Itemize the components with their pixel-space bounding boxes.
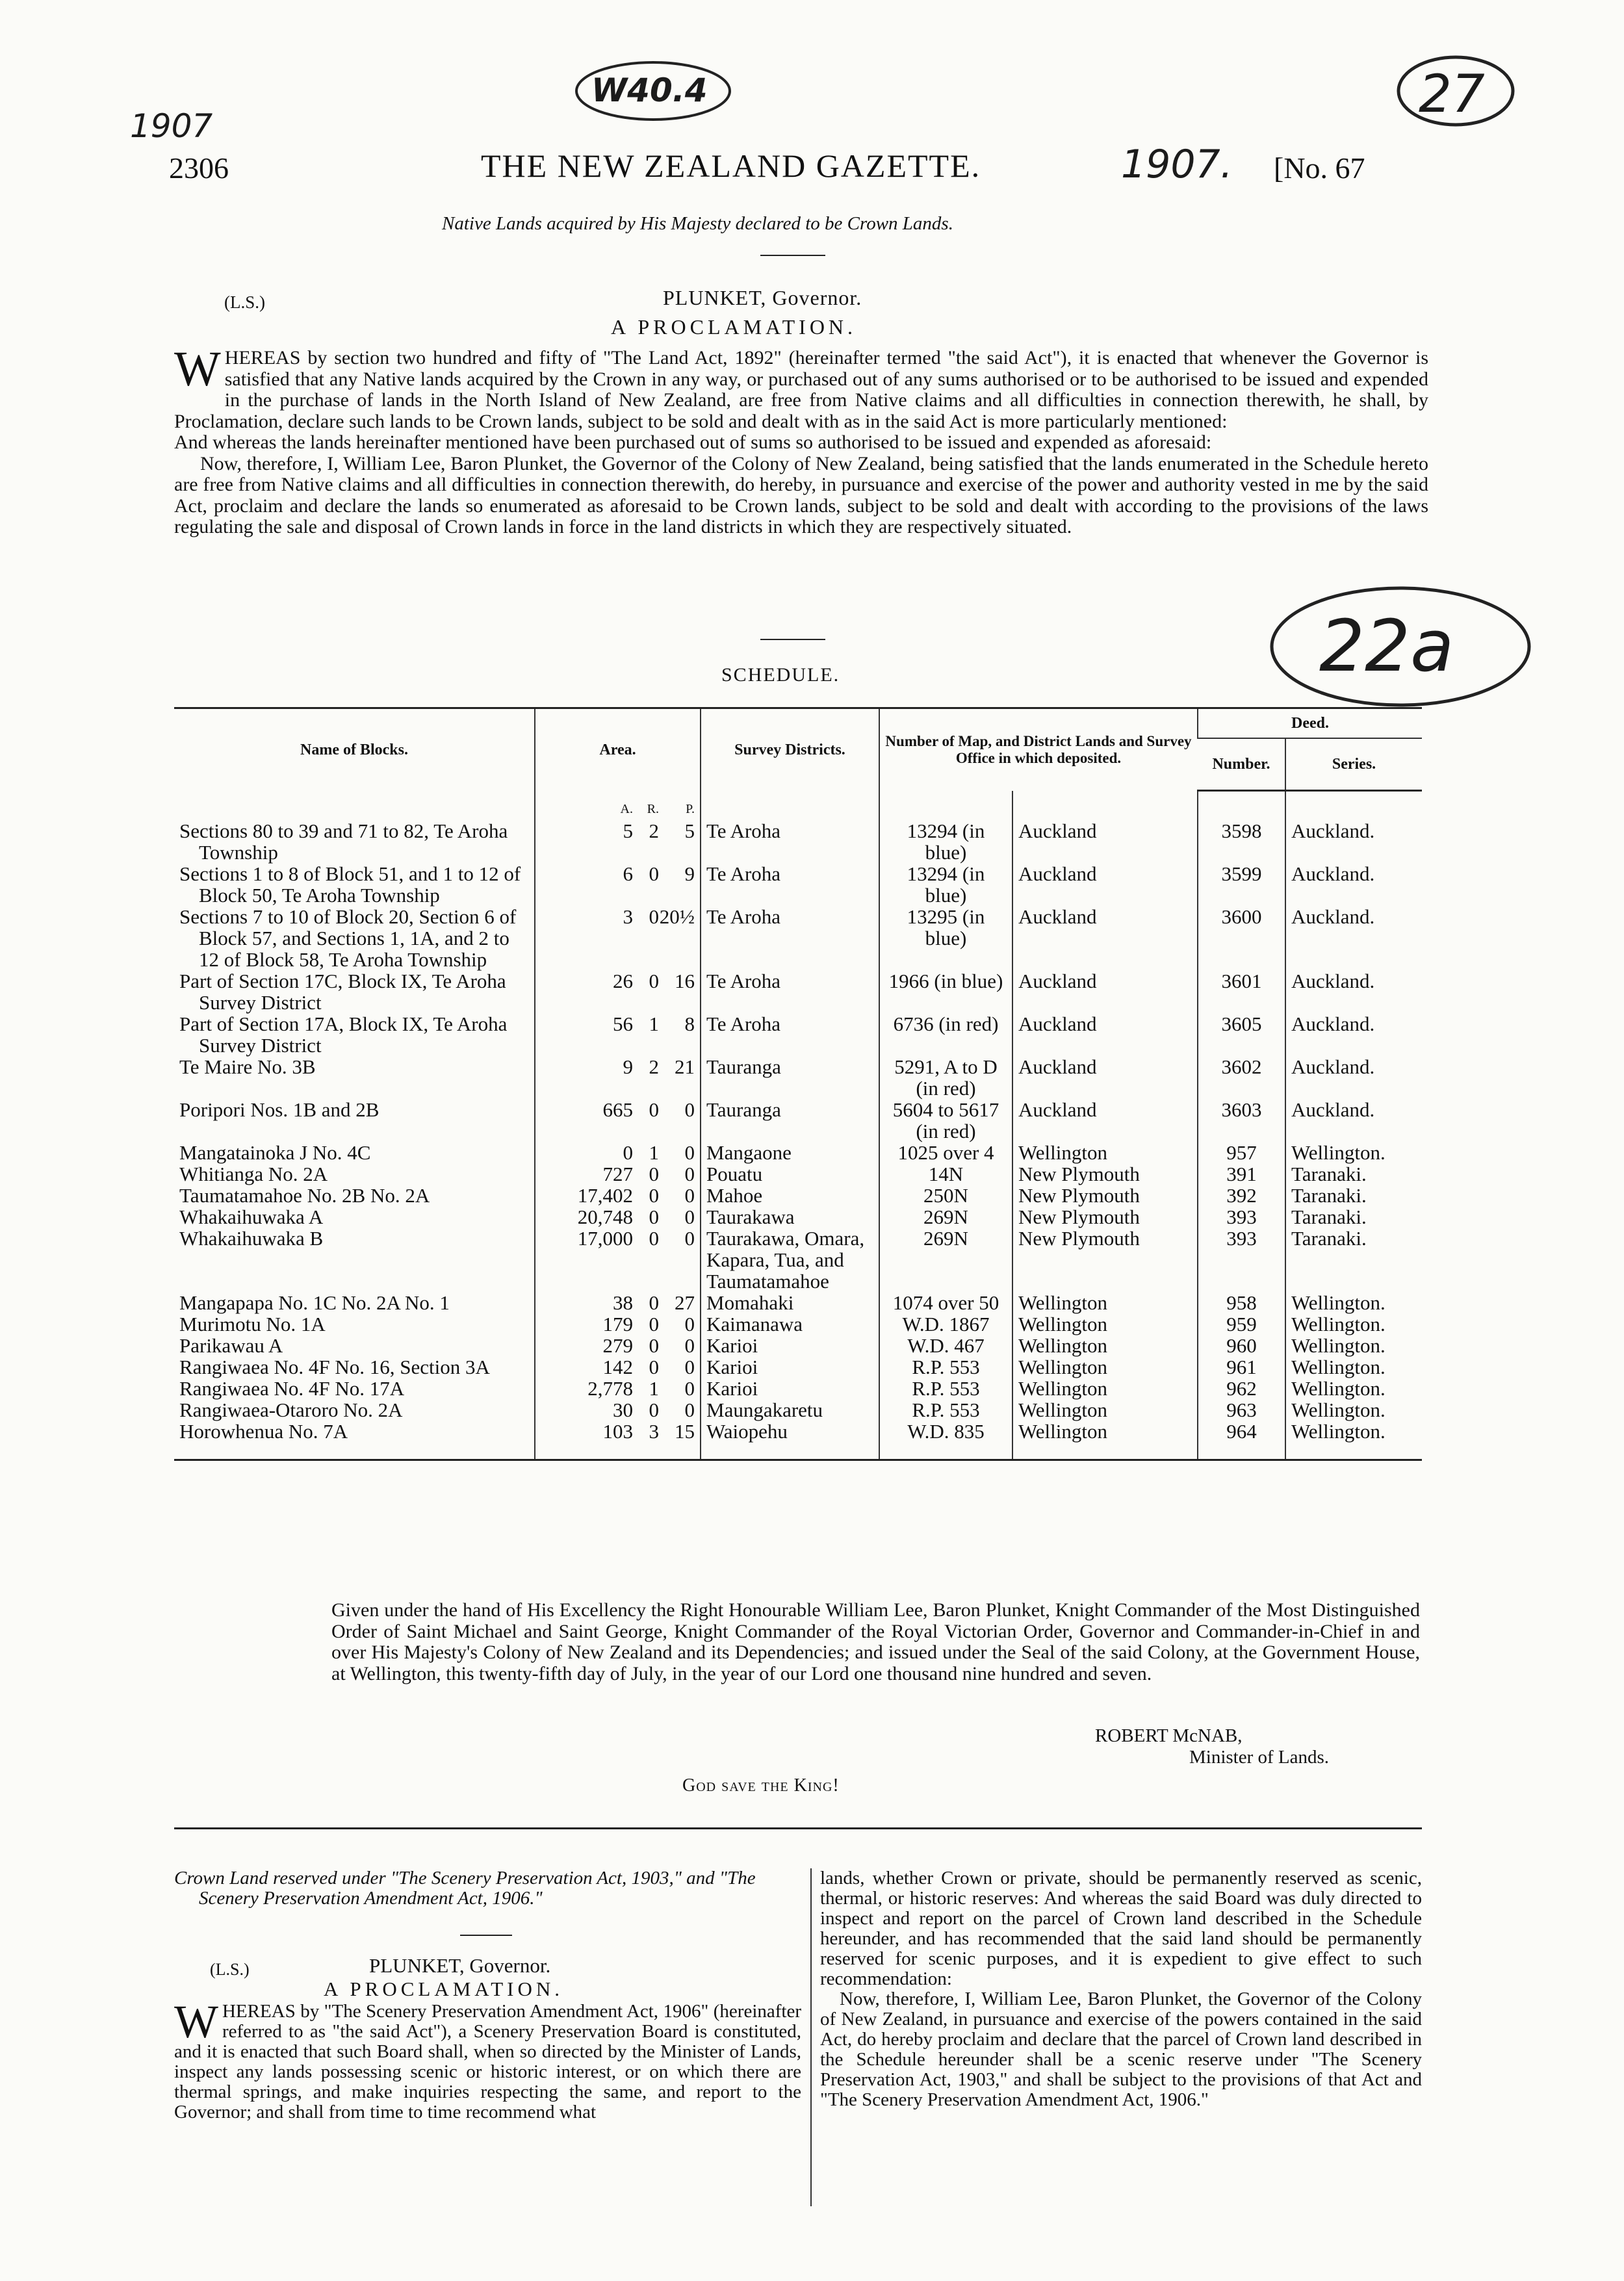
area xyxy=(535,906,701,970)
divider xyxy=(460,1935,512,1936)
area-perches: 15 xyxy=(675,1419,695,1443)
block-name: Poripori Nos. 1B and 2B xyxy=(179,1098,380,1121)
land-office: New Plymouth xyxy=(1012,1228,1198,1292)
area-roods: 0 xyxy=(649,1291,659,1314)
notice2-proclamation: A PROCLAMATION. xyxy=(324,1978,564,2000)
notice1-governor: PLUNKET, Governor. xyxy=(663,286,862,309)
area-roods: 0 xyxy=(649,1334,659,1357)
notice1-proclamation: A PROCLAMATION. xyxy=(611,315,857,339)
map-number: 269N xyxy=(879,1228,1012,1292)
schedule-heading: SCHEDULE. xyxy=(721,664,840,686)
area-roods: 0 xyxy=(649,1226,659,1250)
table-row xyxy=(174,863,1422,906)
table-row xyxy=(174,1356,1422,1378)
map-number: 13295 (in blue) xyxy=(879,906,1012,970)
schedule-body xyxy=(174,791,1422,1460)
divider xyxy=(760,639,825,640)
deed-number: 392 xyxy=(1198,1185,1285,1206)
column-divider xyxy=(810,1868,812,2206)
land-office: Auckland xyxy=(1012,906,1198,970)
survey-district: Momahaki xyxy=(701,1292,879,1313)
land-office: Wellington xyxy=(1012,1292,1198,1313)
year-handwritten: 1907. xyxy=(1121,142,1233,187)
deed-series: Wellington. xyxy=(1285,1335,1422,1356)
deed-series: Taranaki. xyxy=(1285,1228,1422,1292)
circled-number-annotation xyxy=(1394,52,1517,130)
survey-district: Waiopehu xyxy=(701,1421,879,1460)
block-name: Horowhenua No. 7A xyxy=(174,1421,535,1460)
survey-district: Pouatu xyxy=(701,1163,879,1185)
survey-district: Tauranga xyxy=(701,1056,879,1099)
table-row xyxy=(174,1142,1422,1163)
table-row xyxy=(174,1335,1422,1356)
deed-series: Taranaki. xyxy=(1285,1163,1422,1185)
area-perches: 21 xyxy=(675,1055,695,1078)
deed-number: 964 xyxy=(1198,1421,1285,1460)
land-office: Auckland xyxy=(1012,1056,1198,1099)
area-roods: 1 xyxy=(649,1140,659,1164)
notice2-col2-para2: Now, therefore, I, William Lee, Baron Plunket, the Governor of the Colony of New Zealand, in pursuance and exercise of the powers contained in the said Act, do hereby proclaim and declare that the parcel of Crown land described in the Schedule hereunder shall be a scenic reserve under "The Scenery Preservation Act, 1903," and shall be subject to the provisions of that Act and "The Scenery Preservation Amendment Act, 1906." xyxy=(820,1989,1422,2110)
deed-series: Wellington. xyxy=(1285,1399,1422,1421)
land-office: New Plymouth xyxy=(1012,1206,1198,1228)
map-number: W.D. 1867 xyxy=(879,1313,1012,1335)
deed-series: Taranaki. xyxy=(1285,1185,1422,1206)
area-perches: 8 xyxy=(684,1012,695,1035)
survey-district: Taurakawa xyxy=(701,1206,879,1228)
block-name: Part of Section 17A, Block IX, Te Aroha Survey District xyxy=(179,1012,508,1057)
area xyxy=(535,1313,701,1335)
deed-number: 961 xyxy=(1198,1356,1285,1378)
land-office: Wellington xyxy=(1012,1142,1198,1163)
deed-series: Taranaki. xyxy=(1285,1206,1422,1228)
map-number: 13294 (in blue) xyxy=(879,820,1012,863)
area-acres: 20,748 xyxy=(577,1205,633,1228)
deed-number: 959 xyxy=(1198,1313,1285,1335)
code-annotation xyxy=(572,58,708,109)
drop-cap: W xyxy=(174,1996,218,2048)
divider xyxy=(760,255,825,256)
land-office: Wellington xyxy=(1012,1335,1198,1356)
area-acres: 103 xyxy=(602,1419,633,1443)
survey-district: Te Aroha xyxy=(701,820,879,863)
area xyxy=(535,863,701,906)
map-number: 5604 to 5617 (in red) xyxy=(879,1099,1012,1142)
table-row xyxy=(174,1292,1422,1313)
drop-cap: W xyxy=(174,342,221,396)
table-row xyxy=(174,1378,1422,1399)
table-row xyxy=(174,1185,1422,1206)
area-acres: 17,000 xyxy=(577,1226,633,1250)
unit-perches: P. xyxy=(686,801,695,816)
gazette-title: THE NEW ZEALAND GAZETTE. xyxy=(481,148,981,184)
deed-number: 958 xyxy=(1198,1292,1285,1313)
survey-district: Karioi xyxy=(701,1378,879,1399)
land-office: Wellington xyxy=(1012,1313,1198,1335)
col-map: Number of Map, and District Lands and Survey Office in which deposited. xyxy=(879,708,1198,791)
area xyxy=(535,820,701,863)
block-name: Whitianga No. 2A xyxy=(179,1162,328,1185)
area-roods: 0 xyxy=(649,1355,659,1378)
area xyxy=(535,1185,701,1206)
area-acres: 2,778 xyxy=(587,1376,633,1400)
survey-district: Kaimanawa xyxy=(701,1313,879,1335)
table-row xyxy=(174,906,1422,970)
area xyxy=(535,1378,701,1399)
block-name: Taumatamahoe No. 2B No. 2A xyxy=(179,1183,430,1207)
notice2-column-1 xyxy=(174,1868,801,2122)
signatory-title: Minister of Lands. xyxy=(1189,1747,1330,1768)
notice2-subtitle: Crown Land reserved under "The Scenery Preservation Act, 1903," and "The Scenery Preservation Amendment Act, 1906." xyxy=(174,1868,756,1909)
block-name: Mangatainoka J No. 4C xyxy=(179,1140,371,1164)
deed-series: Auckland. xyxy=(1285,906,1422,970)
area-perches: 0 xyxy=(684,1162,695,1185)
map-number: 1966 (in blue) xyxy=(879,970,1012,1013)
notice1-para1 xyxy=(174,342,1428,432)
land-office: Auckland xyxy=(1012,970,1198,1013)
area-acres: 56 xyxy=(613,1012,633,1035)
block-name: Rangiwaea-Otaroro No. 2A xyxy=(179,1398,403,1421)
deed-series: Auckland. xyxy=(1285,970,1422,1013)
table-row xyxy=(174,1099,1422,1142)
area-roods: 0 xyxy=(649,1205,659,1228)
col-name: Name of Blocks. xyxy=(174,708,535,791)
unit-roods: R. xyxy=(647,801,659,816)
year-annotation: 1907 xyxy=(130,107,213,145)
block-name: Mangapapa No. 1C No. 2A No. 1 xyxy=(179,1291,450,1314)
area-acres: 727 xyxy=(602,1162,633,1185)
map-number: W.D. 467 xyxy=(879,1335,1012,1356)
area-roods: 2 xyxy=(649,1055,659,1078)
land-office: Wellington xyxy=(1012,1421,1198,1460)
area-roods: 0 xyxy=(649,905,659,928)
circled-ref-annotation xyxy=(1267,582,1534,712)
deed-number: 3602 xyxy=(1198,1056,1285,1099)
notice1-seal: (L.S.) xyxy=(224,292,265,312)
notice2-col2-para1: lands, whether Crown or private, should be permanently reserved as scenic, thermal, or historic reserves: And whereas the said Board was duly directed to inspect and report on the parcel of Crown land described in the Schedule hereunder, and has recommended that the said land should be permanently reserved for scenic purposes, and it is expedient to give effect to such recommendation: xyxy=(820,1868,1422,1989)
block-name: Sections 1 to 8 of Block 51, and 1 to 12 of Block 50, Te Aroha Township xyxy=(179,862,521,907)
signatory-name: ROBERT McNAB, xyxy=(1095,1725,1243,1746)
units-row xyxy=(174,791,1422,820)
table-row xyxy=(174,1228,1422,1292)
map-number: W.D. 835 xyxy=(879,1421,1012,1460)
area-perches: 0 xyxy=(684,1312,695,1335)
deed-number: 3605 xyxy=(1198,1013,1285,1056)
land-office: New Plymouth xyxy=(1012,1163,1198,1185)
land-office: New Plymouth xyxy=(1012,1185,1198,1206)
area xyxy=(535,1056,701,1099)
map-number: 1025 over 4 xyxy=(879,1142,1012,1163)
area xyxy=(535,1013,701,1056)
survey-district: Mangaone xyxy=(701,1142,879,1163)
deed-number: 393 xyxy=(1198,1228,1285,1292)
map-number: R.P. 553 xyxy=(879,1378,1012,1399)
page-number: 2306 xyxy=(169,151,229,185)
area-perches: 20½ xyxy=(659,905,695,928)
issue-number: [No. 67 xyxy=(1274,151,1365,185)
notice1-body xyxy=(174,342,1428,538)
area-perches: 5 xyxy=(684,819,695,842)
area xyxy=(535,1335,701,1356)
deed-series: Auckland. xyxy=(1285,820,1422,863)
land-office: Auckland xyxy=(1012,1099,1198,1142)
deed-series: Wellington. xyxy=(1285,1142,1422,1163)
table-row xyxy=(174,1056,1422,1099)
area-roods: 0 xyxy=(649,1162,659,1185)
deed-number: 957 xyxy=(1198,1142,1285,1163)
area-roods: 0 xyxy=(649,969,659,992)
area xyxy=(535,1099,701,1142)
deed-series: Auckland. xyxy=(1285,1056,1422,1099)
deed-number: 3601 xyxy=(1198,970,1285,1013)
area-units xyxy=(535,791,701,820)
col-deed: Deed. xyxy=(1198,708,1422,739)
area xyxy=(535,1142,701,1163)
survey-district: Karioi xyxy=(701,1335,879,1356)
deed-number: 963 xyxy=(1198,1399,1285,1421)
schedule-table xyxy=(174,707,1422,1461)
unit-acres: A. xyxy=(620,801,633,816)
deed-number: 3599 xyxy=(1198,863,1285,906)
block-name: Sections 80 to 39 and 71 to 82, Te Aroha Township xyxy=(179,819,508,864)
col-deed-series: Series. xyxy=(1285,738,1422,791)
area-perches: 0 xyxy=(684,1098,695,1121)
map-number: R.P. 553 xyxy=(879,1356,1012,1378)
area xyxy=(535,1421,701,1460)
area-perches: 9 xyxy=(684,862,695,885)
area-roods: 0 xyxy=(649,1183,659,1207)
survey-district: Te Aroha xyxy=(701,970,879,1013)
table-row xyxy=(174,1421,1422,1460)
block-name: Part of Section 17C, Block IX, Te Aroha Survey District xyxy=(179,969,506,1014)
notice2-governor: PLUNKET, Governor. xyxy=(369,1954,551,1977)
table-row xyxy=(174,1313,1422,1335)
notice2-seal-line xyxy=(174,1955,801,1979)
area-perches: 0 xyxy=(684,1355,695,1378)
map-number: R.P. 553 xyxy=(879,1399,1012,1421)
notice1-subtitle: Native Lands acquired by His Majesty declared to be Crown Lands. xyxy=(442,213,953,234)
map-number: 6736 (in red) xyxy=(879,1013,1012,1056)
area-perches: 0 xyxy=(684,1140,695,1164)
area xyxy=(535,1292,701,1313)
area xyxy=(535,1356,701,1378)
survey-district: Mahoe xyxy=(701,1185,879,1206)
table-row xyxy=(174,1206,1422,1228)
area-acres: 179 xyxy=(602,1312,633,1335)
area-perches: 0 xyxy=(684,1376,695,1400)
block-name: Rangiwaea No. 4F No. 16, Section 3A xyxy=(179,1355,490,1378)
block-name: Rangiwaea No. 4F No. 17A xyxy=(179,1376,405,1400)
deed-series: Wellington. xyxy=(1285,1292,1422,1313)
area-roods: 3 xyxy=(649,1419,659,1443)
deed-series: Auckland. xyxy=(1285,1013,1422,1056)
circled-number-text: 27 xyxy=(1419,64,1485,124)
land-office: Auckland xyxy=(1012,863,1198,906)
notice2-para1-text: HEREAS by "The Scenery Preservation Amendment Act, 1906" (hereinafter referred to as "the said Act"), a Scenery Preservation Board is constituted, and it is enacted that such Board shall, when so directed by the Minister of Lands, inspect any lands possessing scenic or historic interest, or on which there are thermal springs, and make inquiries respecting the same, and report to the Governor; and shall from time to time recommend what xyxy=(174,2001,801,2122)
survey-district: Tauranga xyxy=(701,1099,879,1142)
area xyxy=(535,970,701,1013)
area-perches: 0 xyxy=(684,1334,695,1357)
area-acres: 6 xyxy=(623,862,633,885)
area-acres: 9 xyxy=(623,1055,633,1078)
area-roods: 0 xyxy=(649,1098,659,1121)
notice1-para1-text: HEREAS by section two hundred and fifty of "The Land Act, 1892" (hereinafter termed "the said Act"), it is enacted that whenever the Governor is satisfied that any Native lands acquired by the Crown in any way, or purchased out of any sums authorised or to be authorised to be issued and expended in the purchase of lands in the North Island of New Zealand, are free from Native claims and all difficulties in connection therewith, he shall, by Proclamation, declare such lands to be Crown lands, subject to be sold and dealt with as in the said Act is more particularly mentioned: xyxy=(174,347,1428,432)
survey-district: Te Aroha xyxy=(701,906,879,970)
area-acres: 3 xyxy=(623,905,633,928)
deed-number: 393 xyxy=(1198,1206,1285,1228)
god-save-the-king: God save the King! xyxy=(682,1775,840,1796)
survey-district: Te Aroha xyxy=(701,863,879,906)
area-acres: 279 xyxy=(602,1334,633,1357)
given-under-paragraph: Given under the hand of His Excellency the Right Honourable William Lee, Baron Plunket, Knight Commander of the Most Distinguished Order of Saint Michael and Saint George, Knight Commander of the Royal Victorian Order, Governor and Commander-in-Chief in and over His Majesty's Colony of New Zealand and its Dependencies; and issued under the Seal of the said Colony, at the Government House, at Wellington, this twenty-fifth day of July, in the year of our Lord one thousand nine hundred and seven. xyxy=(331,1599,1420,1684)
area-perches: 27 xyxy=(675,1291,695,1314)
area-roods: 0 xyxy=(649,1398,659,1421)
area-acres: 17,402 xyxy=(577,1183,633,1207)
notice1-para2: And whereas the lands hereinafter mentioned have been purchased out of sums so authorised to be issued and expended as aforesaid: xyxy=(174,432,1212,453)
area-acres: 26 xyxy=(613,969,633,992)
area xyxy=(535,1228,701,1292)
deed-number: 3603 xyxy=(1198,1099,1285,1142)
deed-series: Wellington. xyxy=(1285,1421,1422,1460)
table-row xyxy=(174,1013,1422,1056)
map-number: 5291, A to D (in red) xyxy=(879,1056,1012,1099)
area-acres: 0 xyxy=(623,1140,633,1164)
deed-number: 960 xyxy=(1198,1335,1285,1356)
map-number: 250N xyxy=(879,1185,1012,1206)
table-row xyxy=(174,820,1422,863)
notice2-seal: (L.S.) xyxy=(210,1960,250,1979)
block-name: Sections 7 to 10 of Block 20, Section 6 of Block 57, and Sections 1, 1A, and 2 to 12 of Block 58, Te Aroha Township xyxy=(179,905,517,971)
map-number: 14N xyxy=(879,1163,1012,1185)
code-annotation-text: W40.4 xyxy=(591,71,708,109)
land-office: Wellington xyxy=(1012,1356,1198,1378)
col-survey: Survey Districts. xyxy=(701,708,879,791)
table-row xyxy=(174,970,1422,1013)
deed-number: 3598 xyxy=(1198,820,1285,863)
land-office: Wellington xyxy=(1012,1378,1198,1399)
notice2-para1 xyxy=(174,1996,801,2122)
block-name: Whakaihuwaka A xyxy=(179,1205,324,1228)
land-office: Wellington xyxy=(1012,1399,1198,1421)
area-acres: 142 xyxy=(602,1355,633,1378)
map-number: 1074 over 50 xyxy=(879,1292,1012,1313)
area-perches: 0 xyxy=(684,1226,695,1250)
deed-series: Wellington. xyxy=(1285,1378,1422,1399)
land-office: Auckland xyxy=(1012,1013,1198,1056)
survey-district: Taurakawa, Omara, Kapara, Tua, and Taumatamahoe xyxy=(701,1228,879,1292)
area-acres: 665 xyxy=(602,1098,633,1121)
area-perches: 0 xyxy=(684,1205,695,1228)
survey-district: Maungakaretu xyxy=(701,1399,879,1421)
deed-series: Auckland. xyxy=(1285,863,1422,906)
section-divider xyxy=(174,1827,1422,1829)
area-perches: 0 xyxy=(684,1398,695,1421)
col-area: Area. xyxy=(535,708,701,791)
deed-number: 962 xyxy=(1198,1378,1285,1399)
area-roods: 2 xyxy=(649,819,659,842)
table-header-row xyxy=(174,708,1422,739)
area xyxy=(535,1206,701,1228)
area xyxy=(535,1399,701,1421)
area-perches: 0 xyxy=(684,1183,695,1207)
area-acres: 5 xyxy=(623,819,633,842)
table-row xyxy=(174,1163,1422,1185)
block-name: Te Maire No. 3B xyxy=(179,1055,316,1078)
area-perches: 16 xyxy=(675,969,695,992)
deed-series: Wellington. xyxy=(1285,1313,1422,1335)
survey-district: Karioi xyxy=(701,1356,879,1378)
col-deed-number: Number. xyxy=(1198,738,1285,791)
deed-series: Auckland. xyxy=(1285,1099,1422,1142)
map-number: 269N xyxy=(879,1206,1012,1228)
block-name: Whakaihuwaka B xyxy=(179,1226,324,1250)
deed-series: Wellington. xyxy=(1285,1356,1422,1378)
survey-district: Te Aroha xyxy=(701,1013,879,1056)
circled-ref-text: 22a xyxy=(1319,604,1454,688)
block-name: Murimotu No. 1A xyxy=(179,1312,326,1335)
block-name: Parikawau A xyxy=(179,1334,283,1357)
map-number: 13294 (in blue) xyxy=(879,863,1012,906)
area-roods: 1 xyxy=(649,1376,659,1400)
area-acres: 38 xyxy=(613,1291,633,1314)
deed-number: 3600 xyxy=(1198,906,1285,970)
notice1-para3: Now, therefore, I, William Lee, Baron Plunket, the Governor of the Colony of New Zealand, being satisfied that the lands enumerated in the Schedule hereto are free from Native claims and all difficulties in connection therewith, do hereby, in pursuance and exercise of the power and authority vested in me by the said Act, proclaim and declare the lands so enumerated as aforesaid to be Crown lands, subject to be sold and dealt with according to the provisions of the laws regulating the sale and disposal of Crown lands in force in the land districts in which they are respectively situated. xyxy=(174,452,1428,537)
area-roods: 0 xyxy=(649,1312,659,1335)
land-office: Auckland xyxy=(1012,820,1198,863)
notice2-column-2 xyxy=(820,1868,1422,2110)
deed-number: 391 xyxy=(1198,1163,1285,1185)
area-acres: 30 xyxy=(613,1398,633,1421)
area-roods: 1 xyxy=(649,1012,659,1035)
area-roods: 0 xyxy=(649,862,659,885)
area xyxy=(535,1163,701,1185)
table-row xyxy=(174,1399,1422,1421)
